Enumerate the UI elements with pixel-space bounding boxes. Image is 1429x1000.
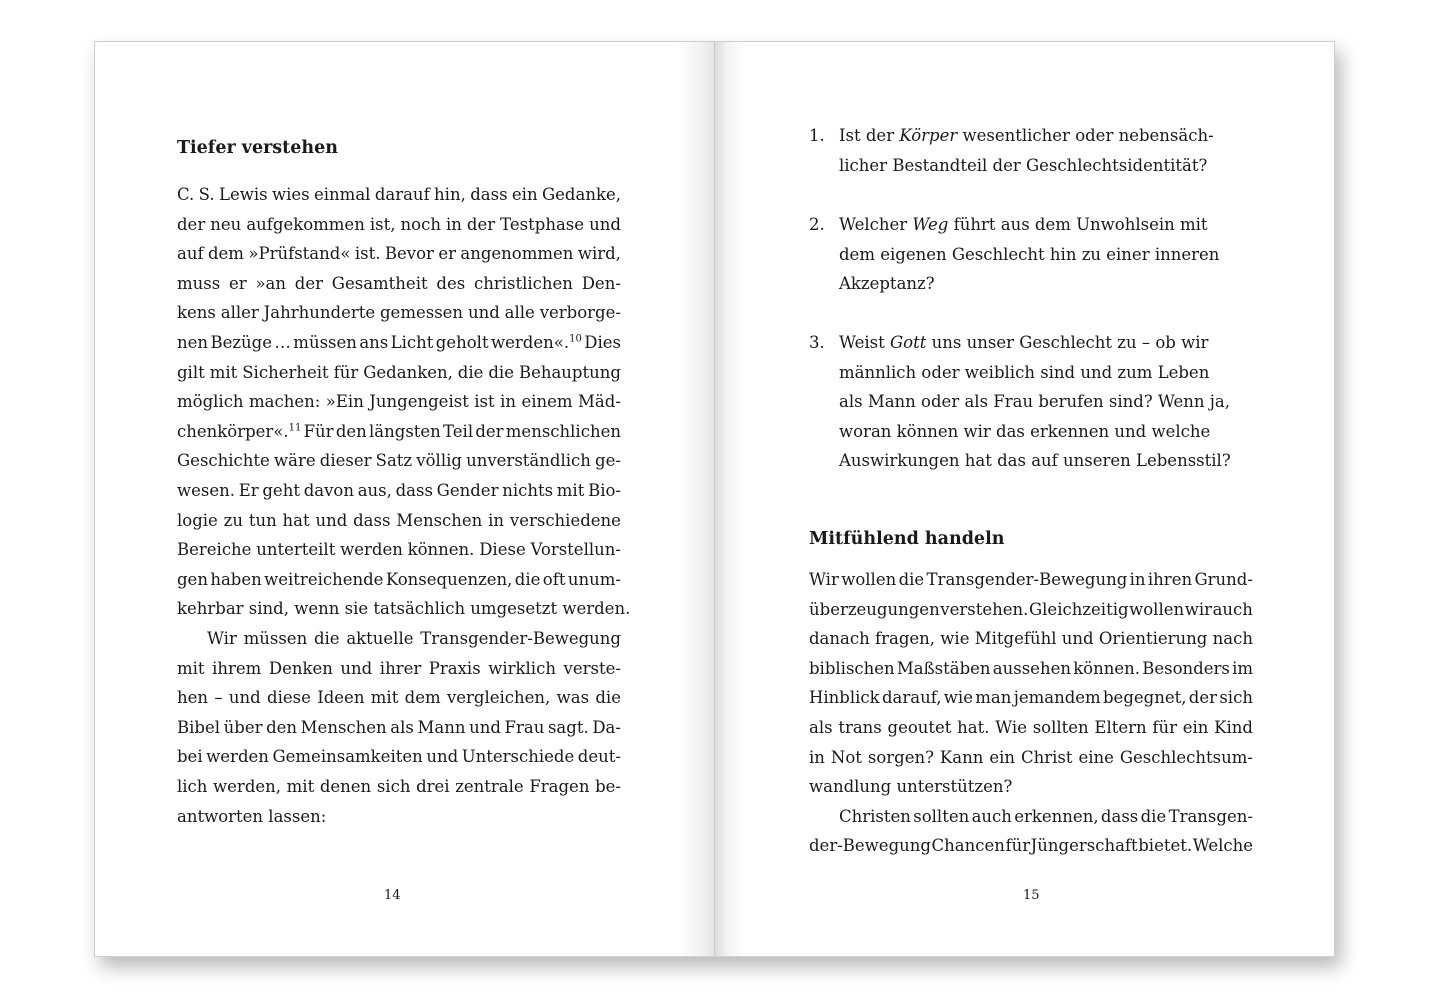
left-p2-line: antworten lassen: (177, 806, 327, 826)
word: der (475, 421, 504, 441)
right-p1-line: überzeugungen verstehen. Gleichzeitig wollen wir auch (809, 599, 1253, 619)
left-p1-line: muss er »an der Gesamtheit des christlichen Den- (177, 273, 621, 293)
left-p1-line: gen haben weitreichende Konsequenzen, die oft unum- (177, 569, 621, 589)
left-p1-line: möglich machen: »Ein Jungengeist ist in einem Mäd- (177, 392, 621, 412)
left-p2-line: Wir müssen die aktuelle Transgender-Bewegung (207, 629, 621, 648)
left-p1-line (177, 335, 621, 352)
word: Licht (390, 333, 434, 352)
word: Bezüge (210, 333, 272, 352)
question-line (839, 217, 1208, 234)
page-number-left: 14 (384, 888, 401, 903)
section-heading-mitfuehlend-handeln: Mitfühlend handeln (809, 529, 1005, 549)
left-p1-line (177, 421, 621, 441)
question-line: Akzeptanz? (839, 274, 935, 294)
left-p2-line: hen – und diese Ideen mit dem vergleichen, was die (177, 688, 621, 708)
word: menschlichen (505, 421, 621, 441)
question-line (839, 128, 1214, 145)
left-p2-line: mit ihrem Denken und ihrer Praxis wirklich verste- (177, 658, 621, 678)
book-spine (714, 42, 715, 956)
question-text: führt aus dem Unwohlsein mit (948, 215, 1208, 234)
question-number: 2. (809, 215, 825, 234)
word: den (335, 421, 367, 441)
question-line: männlich oder weiblich sind und zum Leben (839, 362, 1210, 382)
emphasized-term: Körper (899, 126, 958, 145)
section-heading-tiefer-verstehen: Tiefer verstehen (177, 138, 338, 158)
word: Teil (443, 421, 474, 441)
left-p2-line: lich werden, mit denen sich drei zentrale Fragen be- (177, 777, 621, 796)
question-text: Welcher (839, 215, 913, 234)
word: ans (359, 333, 389, 352)
left-p2-line: Bibel über den Menschen als Mann und Frau sagt. Da- (177, 717, 621, 737)
question-text: wesentlicher oder nebensäch- (957, 126, 1214, 145)
left-p1-line: kens aller Jahrhunderte gemessen und alle verborge- (177, 303, 621, 323)
question-line: woran können wir das erkennen und welche (839, 421, 1211, 441)
left-p1-line: gilt mit Sicherheit für Gedanken, die die Behauptung (177, 362, 621, 382)
word: müssen (293, 333, 357, 352)
footnote-marker: 11 (288, 422, 302, 434)
left-p1-line: C. S. Lewis wies einmal darauf hin, dass ein Gedanke, (177, 185, 621, 204)
question-text: Ist der (839, 126, 900, 145)
left-p1-line: auf dem »Prüfstand« ist. Bevor er angenommen wird, (177, 244, 621, 264)
question-number: 3. (809, 333, 825, 352)
right-p2-line: der-Bewegung Chancen für Jüngerschaft bietet. Welche (809, 836, 1253, 856)
right-p1-line: Wir wollen die Transgender-Bewegung in ihren Grund- (809, 570, 1253, 589)
page-number-right: 15 (1023, 888, 1040, 903)
word: chenkörper«.$^{11}$ (177, 421, 302, 441)
emphasized-term: Gott (890, 333, 927, 352)
right-p1-line: biblischen Maßstäben aussehen können. Besonders im (809, 658, 1253, 678)
right-p1-line: Hinblick darauf, wie man jemandem begegnet, der sich (809, 688, 1253, 708)
question-line: als Mann oder als Frau berufen sind? Wenn ja, (839, 392, 1231, 412)
footnote-marker: 10 (569, 333, 582, 345)
right-p1-line: als trans geoutet hat. Wie sollten Eltern für ein Kind (809, 718, 1253, 737)
word: geholt (435, 333, 489, 352)
question-line: licher Bestandteil der Geschlechtsidentität? (839, 155, 1208, 175)
right-p1-line: wandlung unterstützen? (809, 777, 1013, 797)
word: … (274, 333, 291, 352)
word: nen (177, 333, 209, 352)
word: Dies (584, 333, 621, 352)
right-p1-line: danach fragen, wie Mitgefühl und Orientierung nach (809, 629, 1253, 649)
left-p1-line: kehrbar sind, wenn sie tatsächlich umgesetzt werden. (177, 599, 631, 619)
question-line: dem eigenen Geschlecht hin zu einer inneren (839, 244, 1220, 264)
question-line (839, 335, 1208, 352)
right-p1-line: in Not sorgen? Kann ein Christ eine Geschlechtsum- (809, 747, 1253, 767)
left-p1-line: Bereiche unterteilt werden können. Diese Vorstellun- (177, 540, 621, 560)
left-p1-line: logie zu tun hat und dass Menschen in verschiedene (177, 510, 621, 530)
word: Für (303, 421, 334, 441)
question-text: Weist (839, 333, 890, 352)
left-p2-line: bei werden Gemeinsamkeiten und Unterschiede deut- (177, 747, 621, 767)
word: werden«.$^{10}$ (491, 333, 582, 352)
question-line: Auswirkungen hat das auf unseren Lebensstil? (839, 451, 1231, 471)
word: längsten (369, 421, 441, 441)
left-p1-line: wesen. Er geht davon aus, dass Gender nichts mit Bio- (177, 481, 621, 500)
emphasized-term: Weg (912, 215, 949, 234)
left-p1-line: der neu aufgekommen ist, noch in der Testphase und (177, 214, 621, 234)
left-p1-line: Geschichte wäre dieser Satz völlig unverständlich ge- (177, 451, 621, 471)
question-number: 1. (809, 126, 825, 145)
question-text: uns unser Geschlecht zu – ob wir (926, 333, 1209, 352)
right-p2-line: Christen sollten auch erkennen, dass die Transgen- (839, 806, 1253, 826)
